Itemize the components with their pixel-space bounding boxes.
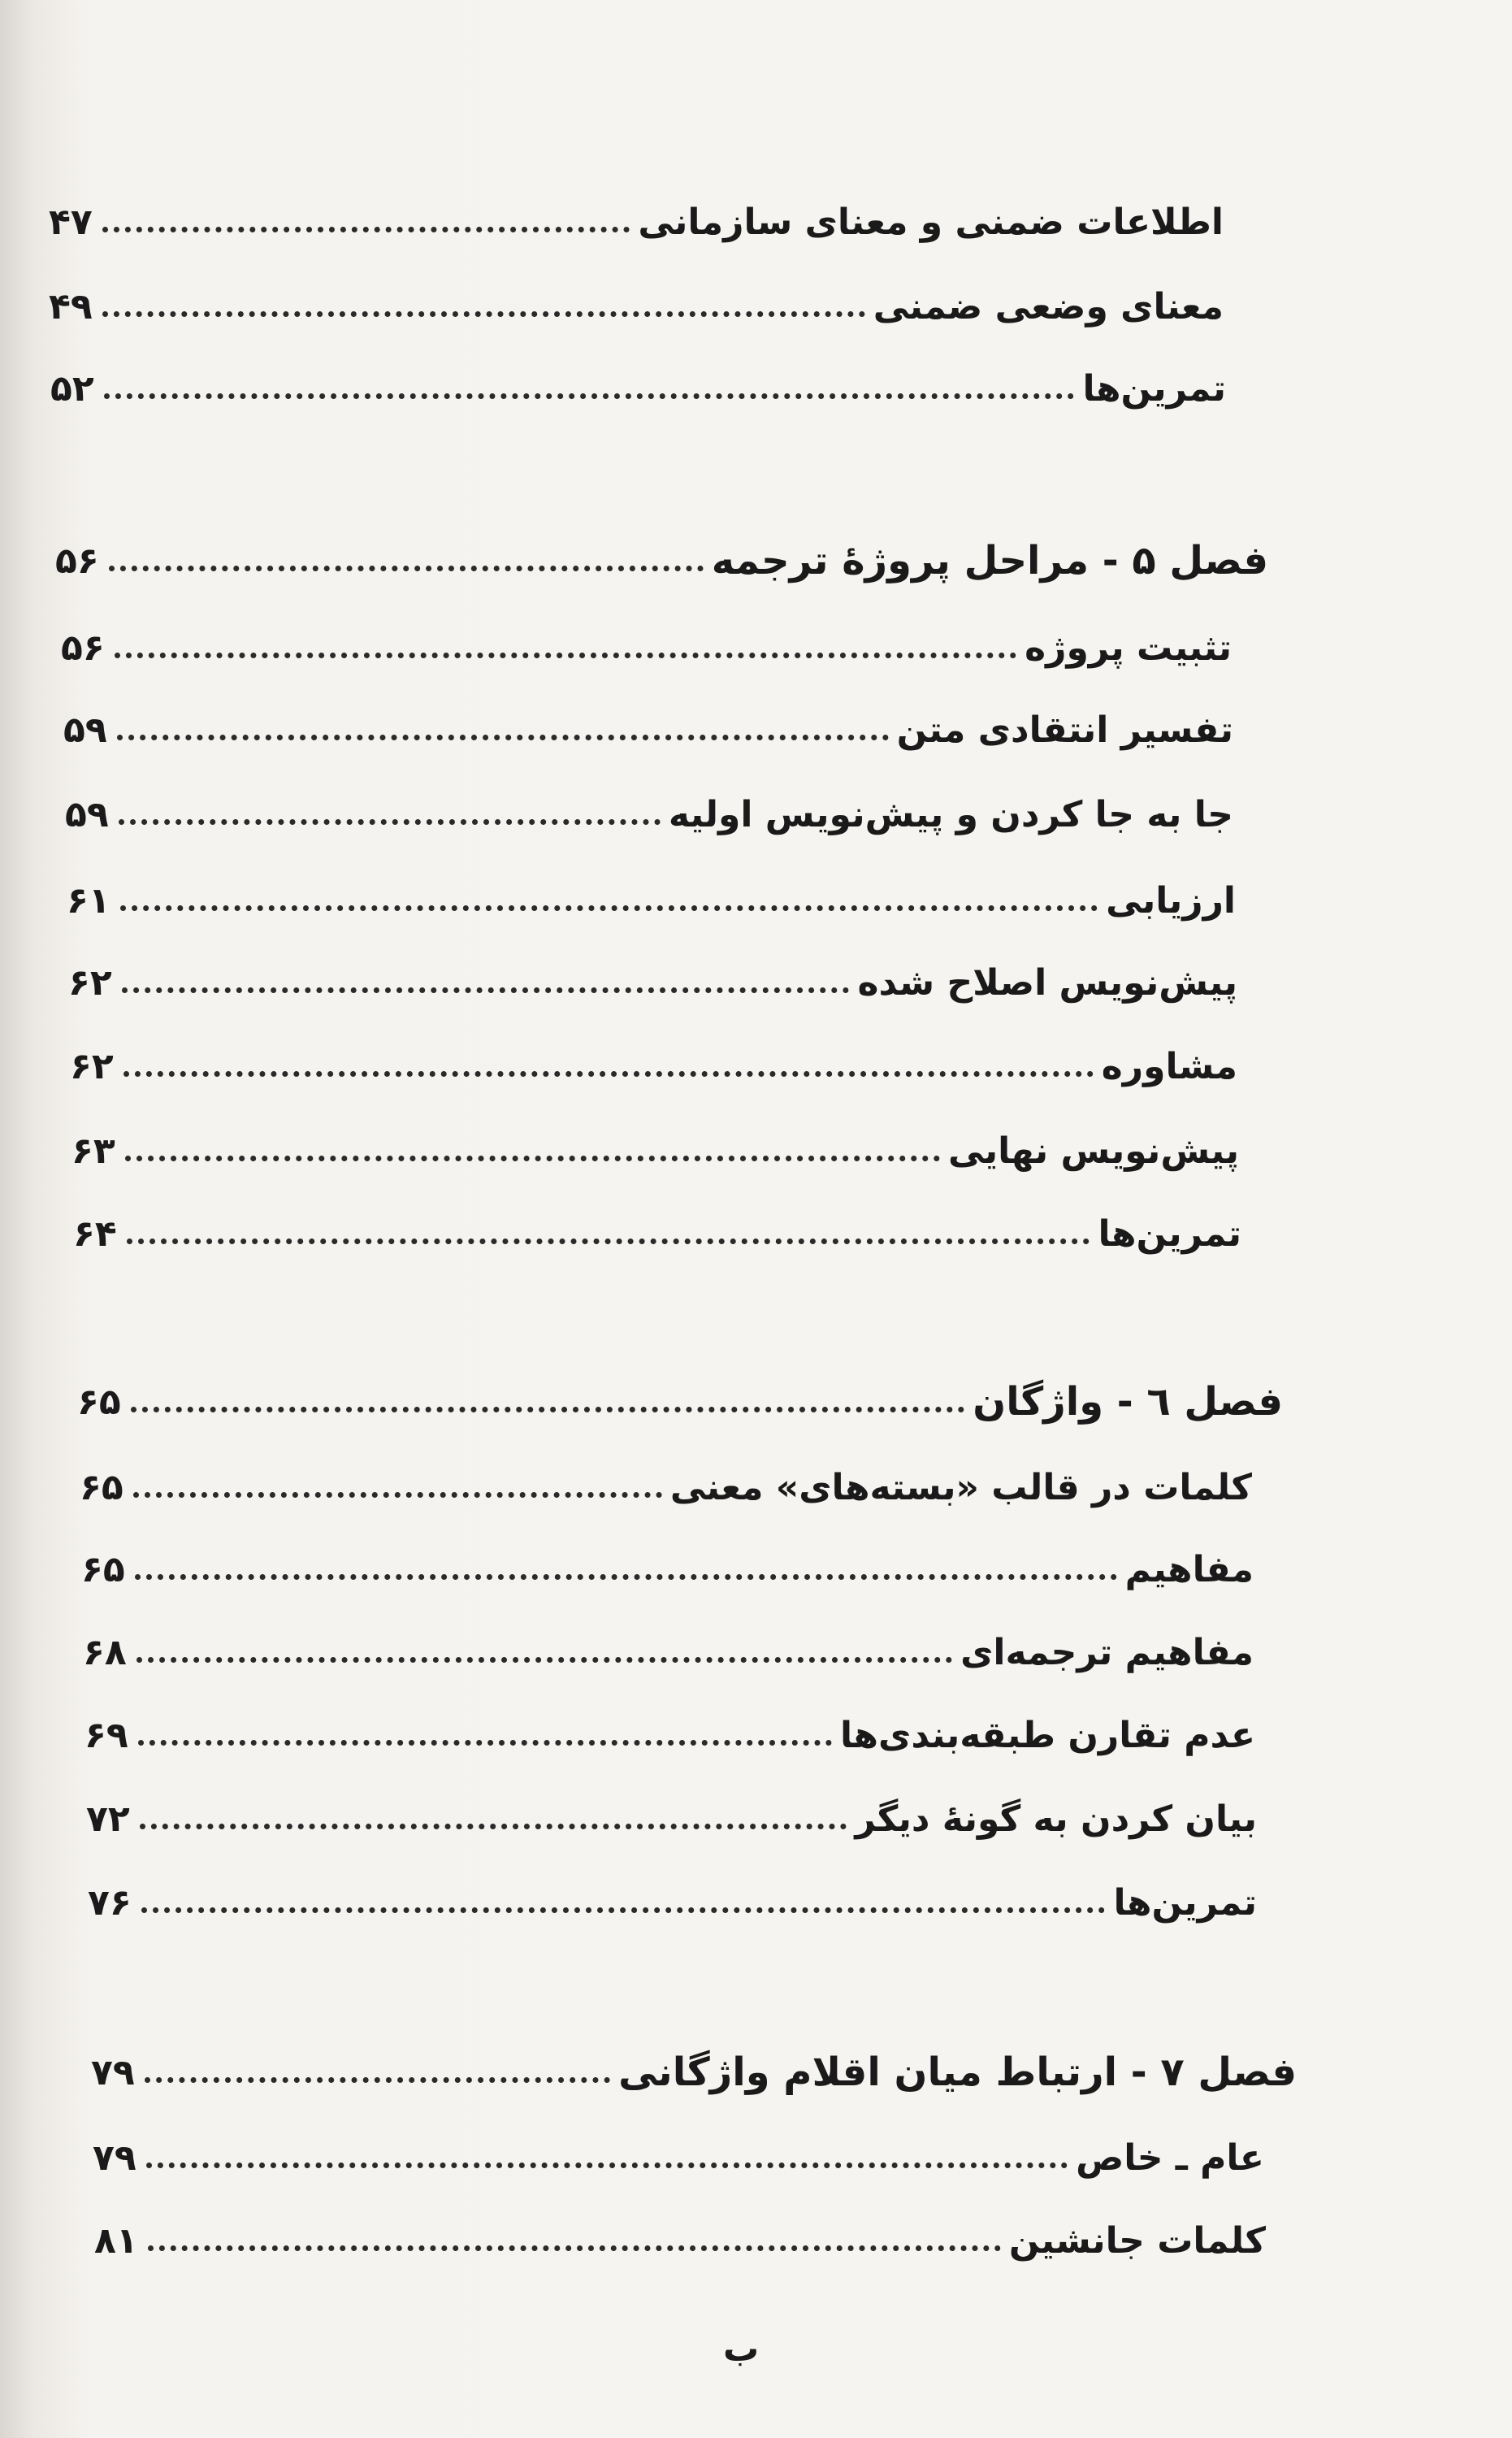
toc-page-number: ۵۹ — [63, 709, 107, 751]
dot-leader — [123, 1071, 1094, 1077]
toc-entry — [73, 1205, 1241, 1262]
toc-page-number: ۷۹ — [93, 2137, 136, 2179]
dot-leader — [146, 2163, 1068, 2168]
toc-entry-title: مفاهیم ترجمه‌ای — [960, 1631, 1254, 1673]
dot-leader — [115, 653, 1016, 658]
toc-chapter-entry — [91, 2044, 1297, 2101]
toc-entry-title: بیان کردن به گونهٔ دیگر — [855, 1798, 1257, 1840]
toc-entry — [61, 619, 1232, 676]
toc-entry — [80, 1459, 1252, 1516]
toc-entry — [88, 1874, 1257, 1931]
toc-entry-title: اطلاعات ضمنی و معنای سازمانی — [638, 201, 1224, 243]
dot-leader — [131, 1407, 965, 1412]
toc-page-number: ۶۵ — [80, 1466, 123, 1508]
toc-entry — [50, 360, 1226, 417]
toc-entry-title: تمرین‌ها — [1113, 1881, 1257, 1924]
toc-entry — [71, 1122, 1239, 1179]
toc-entry — [68, 954, 1237, 1011]
toc-entry — [67, 872, 1236, 929]
page-letter: ب — [723, 2328, 760, 2370]
toc-entry — [86, 1790, 1257, 1847]
toc-page-number: ۸۱ — [94, 2219, 138, 2262]
dot-leader — [102, 311, 865, 317]
toc-page-number: ۷۲ — [86, 1798, 130, 1840]
toc-page-number: ۶۴ — [73, 1212, 117, 1255]
toc-entry-title: تمرین‌ها — [1098, 1212, 1241, 1255]
toc-page-number: ۶۳ — [71, 1130, 115, 1172]
toc-entry — [49, 193, 1224, 250]
toc-entry — [83, 1624, 1254, 1681]
dot-leader — [136, 1657, 952, 1663]
toc-chapter-entry — [55, 532, 1268, 589]
toc-page-number: ۶۵ — [81, 1548, 125, 1590]
toc-entry — [63, 701, 1233, 758]
toc-entry — [84, 1707, 1255, 1763]
toc-page-number: ۶۲ — [68, 961, 112, 1004]
dot-leader — [135, 1574, 1117, 1580]
toc-entry-title: عدم تقارن طبقه‌بندی‌ها — [840, 1714, 1255, 1756]
toc-entry-title: جا به جا کردن و پیش‌نویس اولیه — [668, 793, 1233, 835]
toc-page-number: ۶۹ — [84, 1714, 128, 1756]
toc-entry — [70, 1038, 1237, 1095]
toc-page-number: ۵۹ — [65, 793, 109, 835]
toc-entry — [81, 1541, 1254, 1598]
toc-entry-title: کلمات جانشین — [1008, 2219, 1266, 2262]
dot-leader — [133, 1492, 662, 1498]
toc-entry-title: پیش‌نویس اصلاح شده — [857, 961, 1237, 1004]
toc-entry — [94, 2212, 1266, 2269]
dot-leader — [120, 905, 1098, 911]
dot-leader — [141, 1907, 1106, 1913]
toc-entry-title: تثبیت پروژه — [1025, 627, 1232, 669]
dot-leader — [117, 735, 889, 740]
toc-page-number: ۶۱ — [67, 879, 110, 922]
toc-entry-title: معنای وضعی ضمنی — [873, 285, 1224, 328]
toc-page-number: ۵۲ — [50, 367, 94, 410]
toc-entry-title: تمرین‌ها — [1082, 367, 1226, 410]
dot-leader — [145, 2077, 610, 2083]
toc-entry — [93, 2129, 1264, 2186]
dot-leader — [102, 227, 630, 232]
toc-chapter-title: فصل ٦ - واژگان — [973, 1379, 1283, 1425]
toc-page-number: ۴۷ — [49, 201, 93, 243]
toc-entry — [65, 786, 1233, 843]
toc-entry-title: تفسیر انتقادی متن — [896, 709, 1233, 751]
toc-entry-title: کلمات در قالب «بسته‌های» معنی — [669, 1466, 1252, 1508]
toc-page-number: ۷۹ — [91, 2051, 135, 2093]
dot-leader — [127, 1239, 1090, 1244]
dot-leader — [109, 566, 704, 571]
dot-leader — [122, 987, 850, 993]
toc-entry-title: ارزیابی — [1106, 879, 1236, 922]
toc-page-number: ۶۵ — [77, 1381, 121, 1423]
toc-page-number: ۷۶ — [88, 1881, 132, 1924]
dot-leader — [138, 1740, 832, 1746]
toc-page-number: ۶۸ — [83, 1631, 127, 1673]
toc-page-number: ۵۶ — [61, 627, 105, 669]
dot-leader — [140, 1824, 847, 1829]
dot-leader — [125, 1156, 940, 1161]
toc-entry — [49, 278, 1224, 335]
toc-page-number: ۶۲ — [70, 1045, 114, 1087]
toc-chapter-entry — [77, 1373, 1283, 1430]
toc-chapter-title: فصل ۷ - ارتباط میان اقلام واژگانی — [618, 2050, 1297, 2095]
toc-chapter-title: فصل ۵ - مراحل پروژهٔ ترجمه — [711, 538, 1268, 583]
dot-leader — [104, 393, 1075, 399]
toc-page-number: ۵۶ — [55, 540, 99, 582]
dot-leader — [119, 819, 661, 825]
toc-entry-title: مشاوره — [1101, 1045, 1237, 1087]
toc-entry-title: عام ـ خاص — [1076, 2137, 1264, 2179]
dot-leader — [148, 2245, 1001, 2251]
toc-entry-title: پیش‌نویس نهایی — [948, 1130, 1239, 1172]
toc-entry-title: مفاهیم — [1124, 1548, 1254, 1590]
toc-page-number: ۴۹ — [49, 285, 93, 328]
